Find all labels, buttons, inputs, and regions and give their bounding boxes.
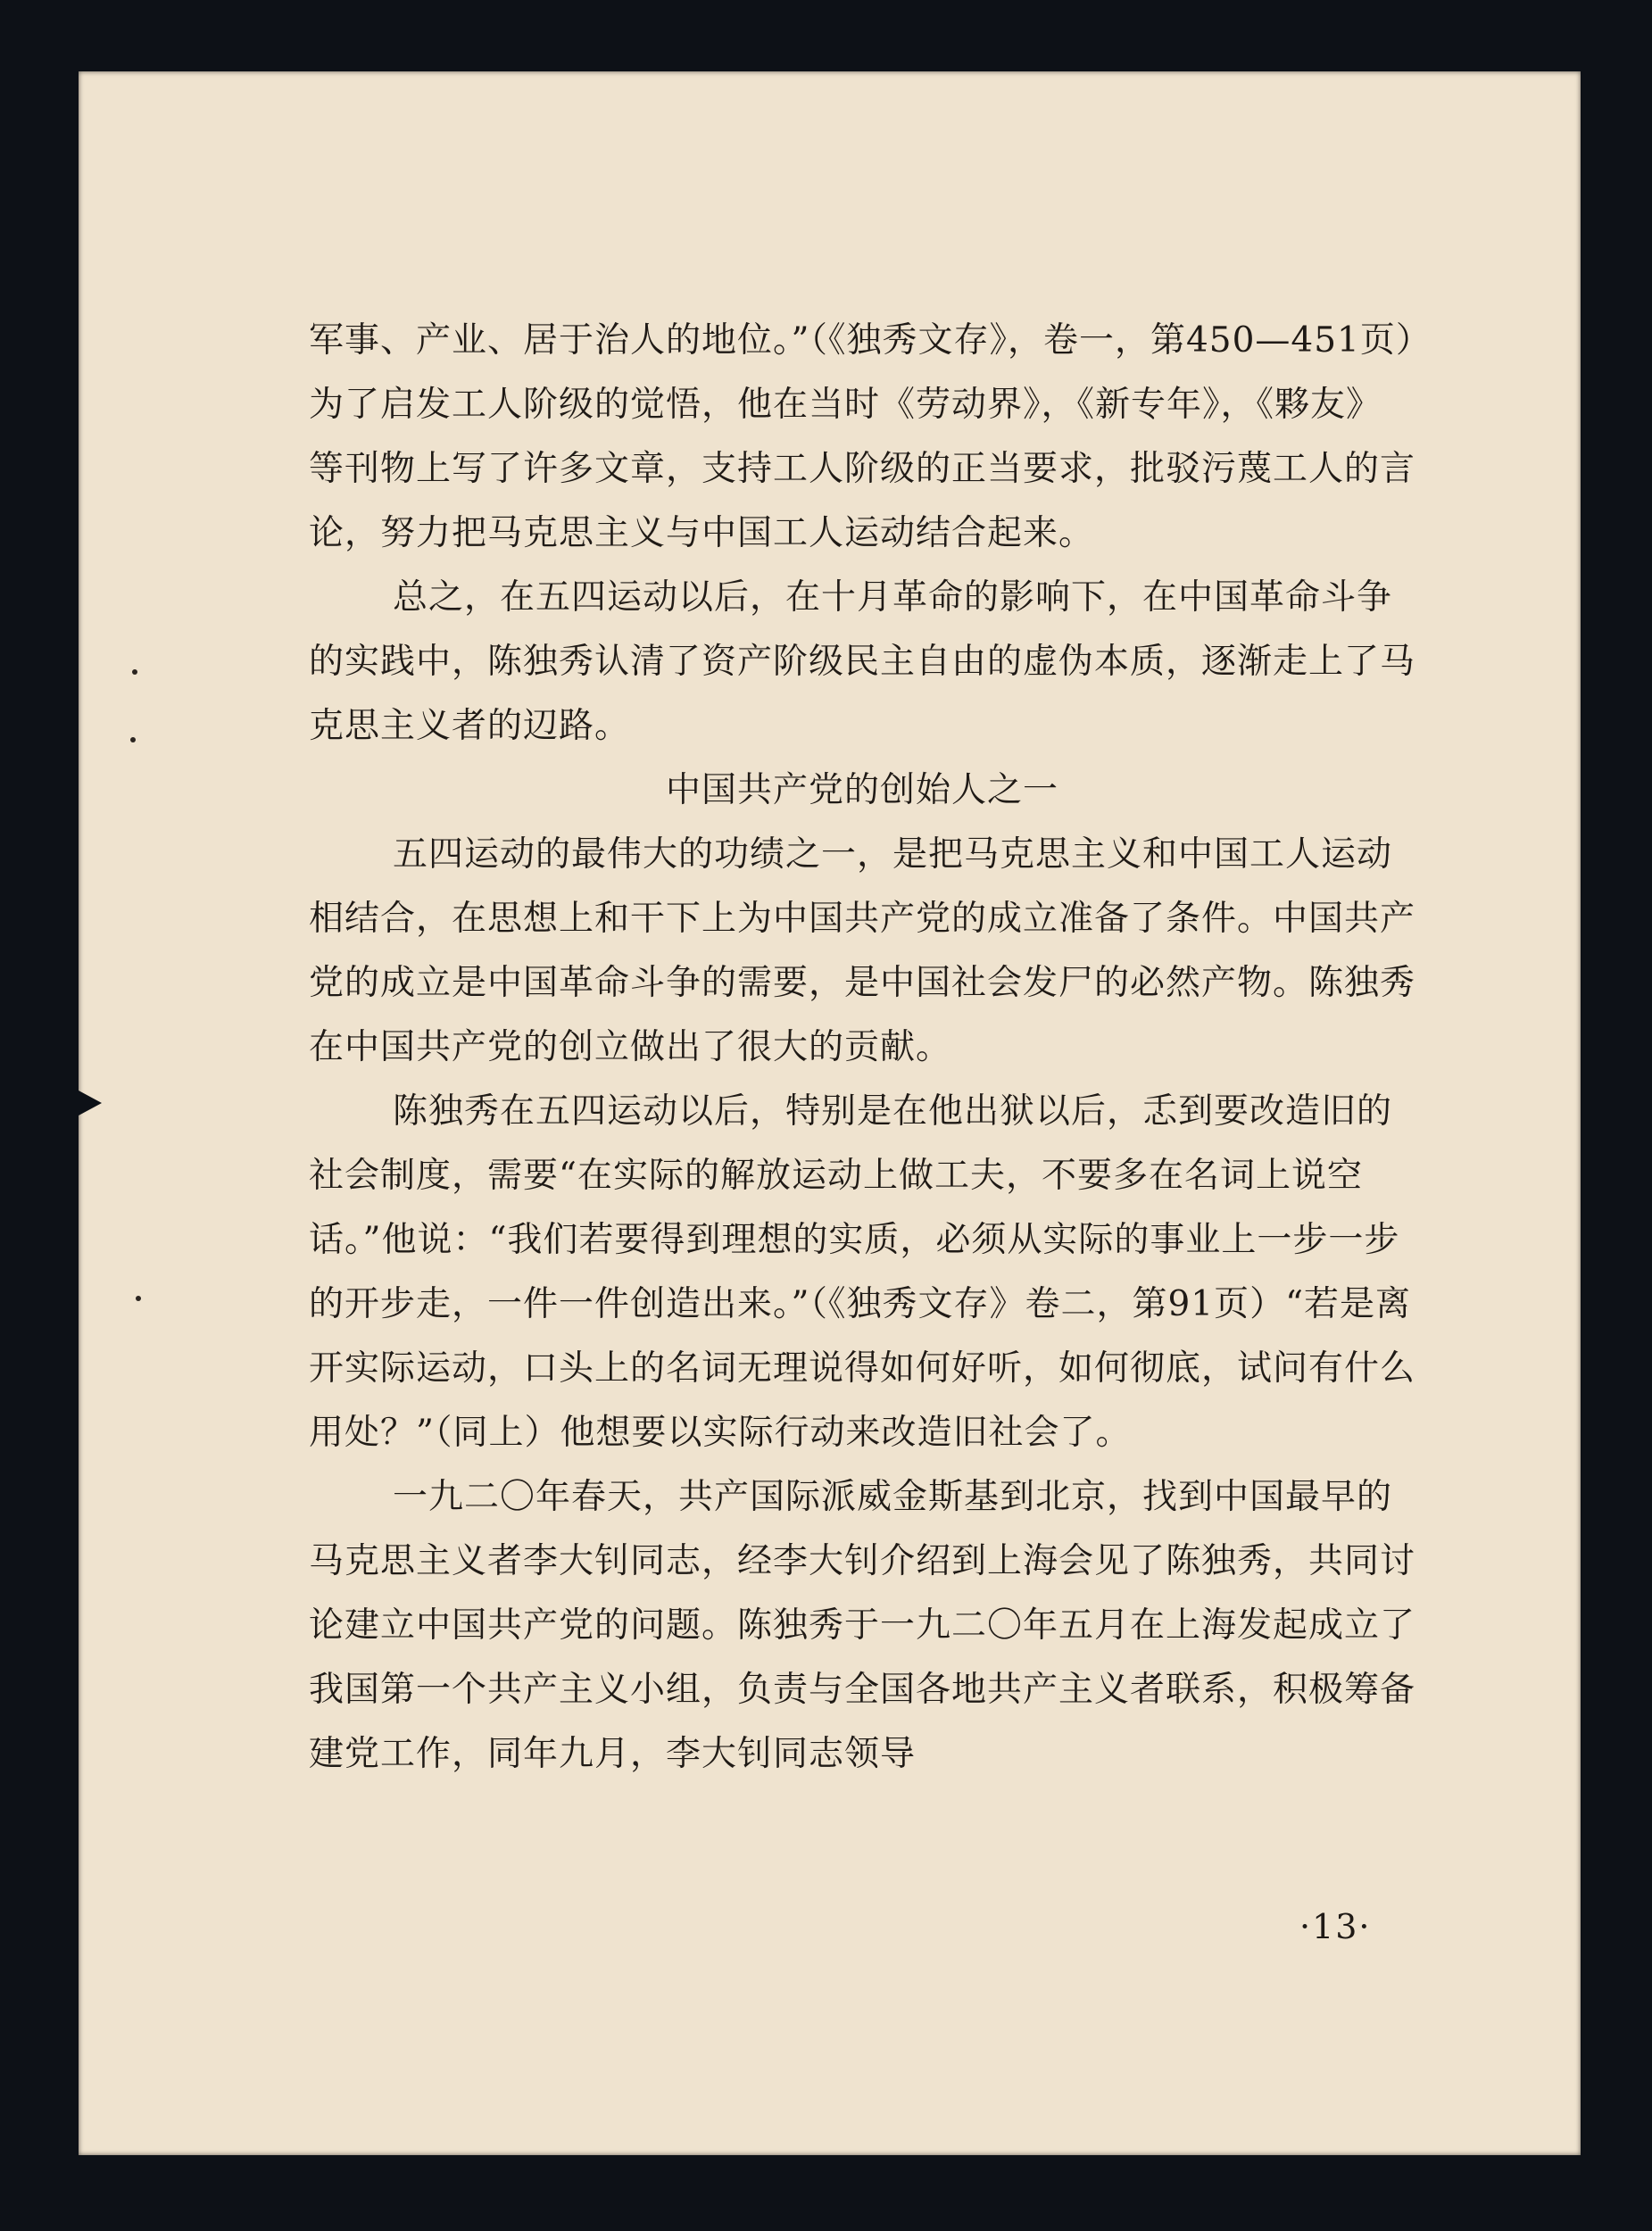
paper-mark (130, 737, 136, 742)
summary-paragraph: 总之，在五四运动以后，在十月革命的影响下，在中国革命斗争的实践中，陈独秀认清了资产阶级民主自由的虚伪本质，逐渐走上了马克思主义者的辺路。 (309, 577, 1416, 746)
paper-tear (79, 1091, 102, 1116)
page-body (309, 309, 1415, 1787)
intro-paragraph: 军事、产业、居于治人的地位。”（《独秀文存》，卷一，第450—451页）为了启发工人阶级的觉悟，他在当时《劳动界》，《新专年》，《夥友》等刊物上写了许多文章，支持工人阶级的正当要求，批驳污蔑工人的言论，努力把马克思主义与中国工人运动结合起来。 (309, 320, 1416, 553)
section-paragraph-1: 五四运动的最伟大的功绩之一，是把马克思主义和中国工人运动相结合，在思想上和干下上为中国共产党的成立准备了条件。中国共产党的成立是中国革命斗争的需要，是中国社会发尸的必然产物。陈独秀在中国共产党的创立做出了很大的贡献。 (309, 834, 1416, 1067)
section-paragraph-3: 一九二〇年春天，共产国际派威金斯基到北京，找到中国最早的马克思主义者李大钊同志，经李大钊介绍到上海会见了陈独秀，共同讨论建立中国共产党的问题。陈独秀于一九二〇年五月在上海发起成立了我国第一个共产主义小组，负责与全国各地共产主义者联系，积极筹备建党工作，同年九月，李大钊同志领导 (309, 1477, 1416, 1774)
paper-mark (132, 669, 137, 675)
page-number: ·13· (1299, 1907, 1372, 1946)
paper-mark (136, 1296, 141, 1301)
section-heading: 中国共产党的创始人之一 (665, 770, 1058, 810)
section-paragraph-2: 陈独秀在五四运动以后，特别是在他出狱以后，忎到要改造旧的社会制度，需要“在实际的解放运动上做工夫，不要多在名词上说空话。”他说：“我们若要得到理想的实质，必须从实际的事业上一步一步的开步走，一件一件创造出来。”（《独秀文存》卷二，第91页）“若是离开实际运动，口头上的名词无理说得如何好听，如何彻底，试问有什么用处？”（同上）他想要以实际行动来改造旧社会了。 (309, 1091, 1416, 1453)
